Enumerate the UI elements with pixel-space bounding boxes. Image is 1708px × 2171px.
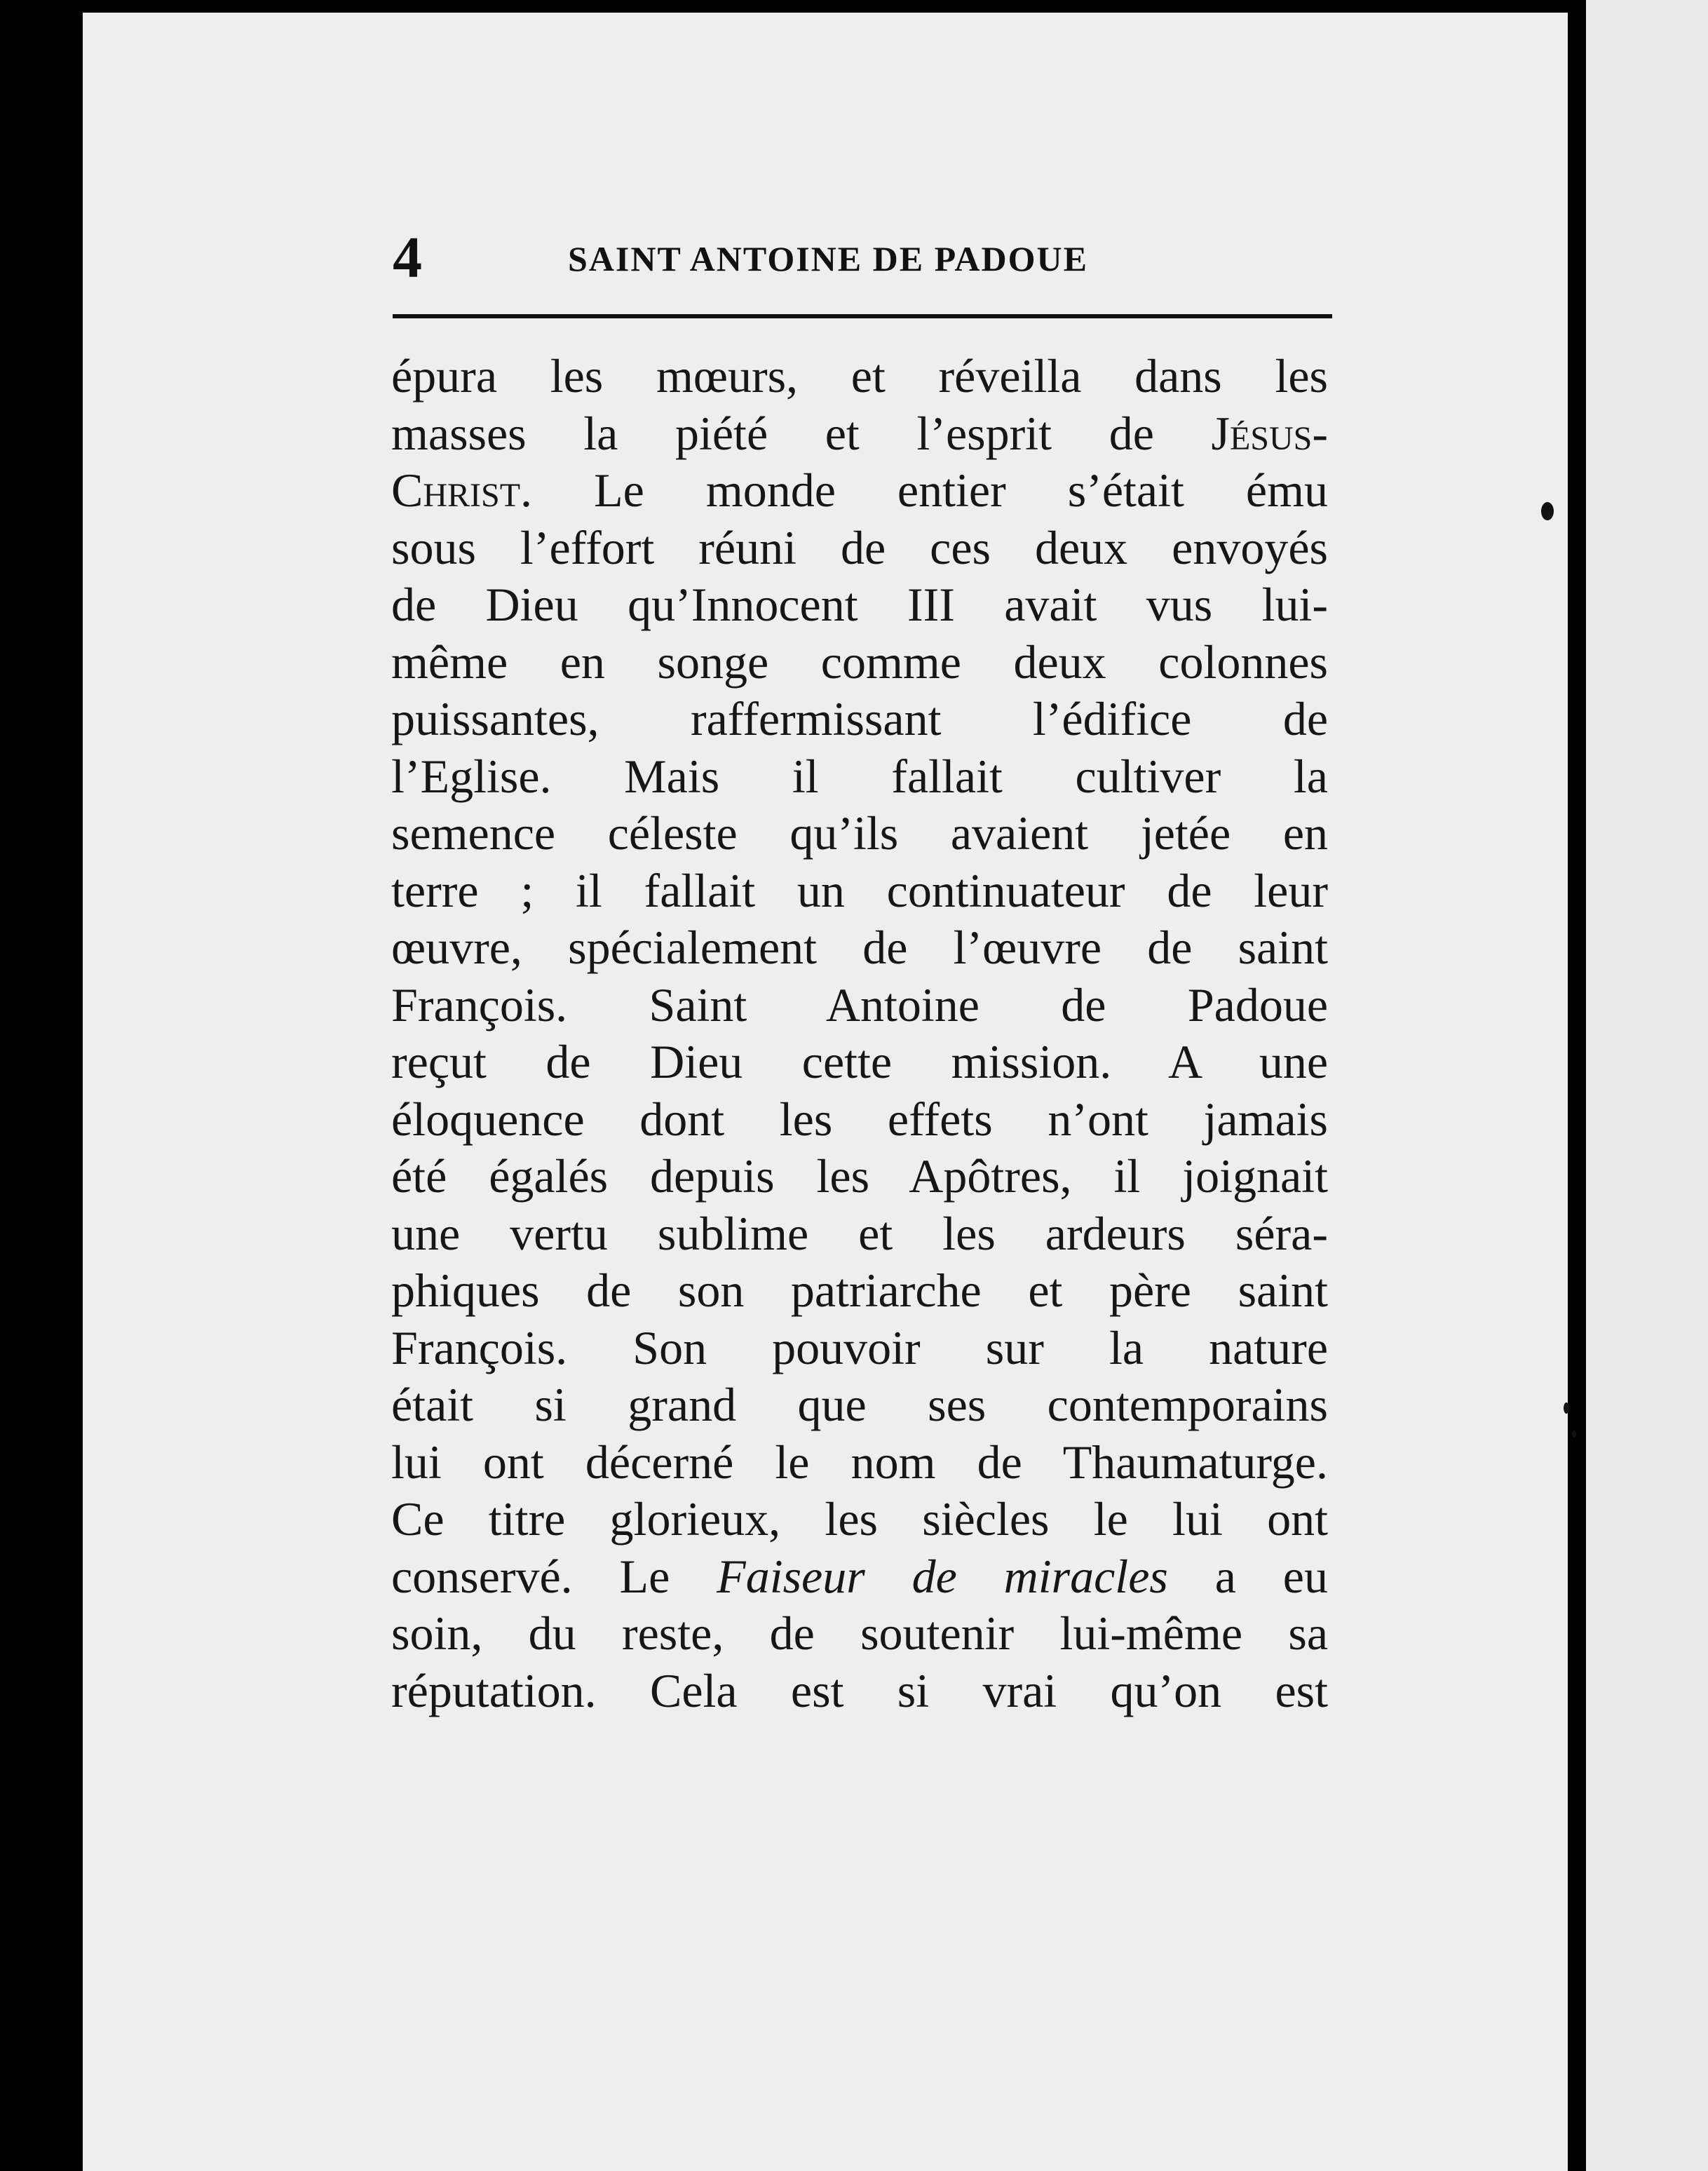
text-line xyxy=(391,691,1328,748)
text-line xyxy=(391,1434,1328,1492)
text-line xyxy=(391,462,1328,520)
text-line xyxy=(391,748,1328,806)
text-line xyxy=(391,1205,1328,1263)
page-header xyxy=(388,226,1332,296)
text-line xyxy=(391,805,1328,863)
facing-page-edge xyxy=(1586,0,1708,2171)
page-number: 4 xyxy=(393,225,422,290)
small-caps-text: Jésus xyxy=(1211,406,1313,460)
text-line xyxy=(391,520,1328,577)
text-run: même en songe comme deux colonnes xyxy=(391,635,1328,689)
text-run: lui ont décerné le nom de Thaumaturge. xyxy=(391,1435,1328,1489)
text-line xyxy=(391,1320,1328,1377)
text-run: François. Son pouvoir sur la nature xyxy=(391,1320,1328,1374)
text-run: l’Eglise. Mais il fallait cultiver la xyxy=(391,749,1328,803)
text-run: sous l’effort réuni de ces deux envoyés xyxy=(391,520,1328,574)
text-run: semence céleste qu’ils avaient jetée en xyxy=(391,806,1328,860)
text-run: a eu xyxy=(1167,1549,1328,1603)
text-line xyxy=(391,1491,1328,1548)
header-rule xyxy=(393,314,1332,318)
ink-speck xyxy=(1541,502,1554,520)
text-line xyxy=(391,1034,1328,1091)
text-run: François. Saint Antoine de Padoue xyxy=(391,978,1328,1032)
text-run: une vertu sublime et les ardeurs séra- xyxy=(391,1206,1328,1260)
text-run: . Le monde entier s’était ému xyxy=(520,464,1328,517)
text-run: conservé. Le xyxy=(391,1549,717,1603)
text-run: Ce titre glorieux, les siècles le lui ont xyxy=(391,1492,1328,1546)
text-run: épura les mœurs, et réveilla dans les xyxy=(391,349,1328,403)
text-run: était si grand que ses contemporains xyxy=(391,1378,1328,1431)
text-line xyxy=(391,977,1328,1034)
text-line xyxy=(391,1377,1328,1434)
ink-speck xyxy=(1564,1402,1569,1414)
text-run: masses la piété et l’esprit de xyxy=(391,406,1212,460)
text-line xyxy=(391,576,1328,634)
text-line xyxy=(391,348,1328,405)
text-line xyxy=(391,1663,1328,1720)
text-line xyxy=(391,1605,1328,1663)
text-run: terre ; il fallait un continuateur de leur xyxy=(391,863,1328,917)
text-line xyxy=(391,405,1328,463)
text-line xyxy=(391,1548,1328,1606)
text-run: œuvre, spécialement de l’œuvre de saint xyxy=(391,921,1328,974)
text-run: phiques de son patriarche et père saint xyxy=(391,1264,1328,1317)
body-text xyxy=(391,348,1328,1719)
text-run: éloquence dont les effets n’ont jamais xyxy=(391,1092,1328,1146)
text-run: soin, du reste, de soutenir lui-même sa xyxy=(391,1607,1328,1660)
text-line xyxy=(391,1262,1328,1320)
text-line xyxy=(391,863,1328,920)
text-run: puissantes, raffermissant l’édifice de xyxy=(391,692,1328,745)
running-head: SAINT ANTOINE DE PADOUE xyxy=(568,239,1088,278)
text-run: - xyxy=(1312,406,1328,460)
italic-text: Faiseur de miracles xyxy=(717,1549,1168,1603)
text-line xyxy=(391,1148,1328,1205)
text-run: reçut de Dieu cette mission. A une xyxy=(391,1035,1328,1088)
small-caps-text: Christ xyxy=(391,464,521,517)
text-line xyxy=(391,1091,1328,1149)
text-run: été égalés depuis les Apôtres, il joignait xyxy=(391,1149,1328,1203)
text-line xyxy=(391,919,1328,977)
text-run: réputation. Cela est si vrai qu’on est xyxy=(391,1663,1328,1717)
text-line xyxy=(391,634,1328,691)
text-run: de Dieu qu’Innocent III avait vus lui- xyxy=(391,578,1328,631)
ink-speck xyxy=(1572,1431,1576,1438)
